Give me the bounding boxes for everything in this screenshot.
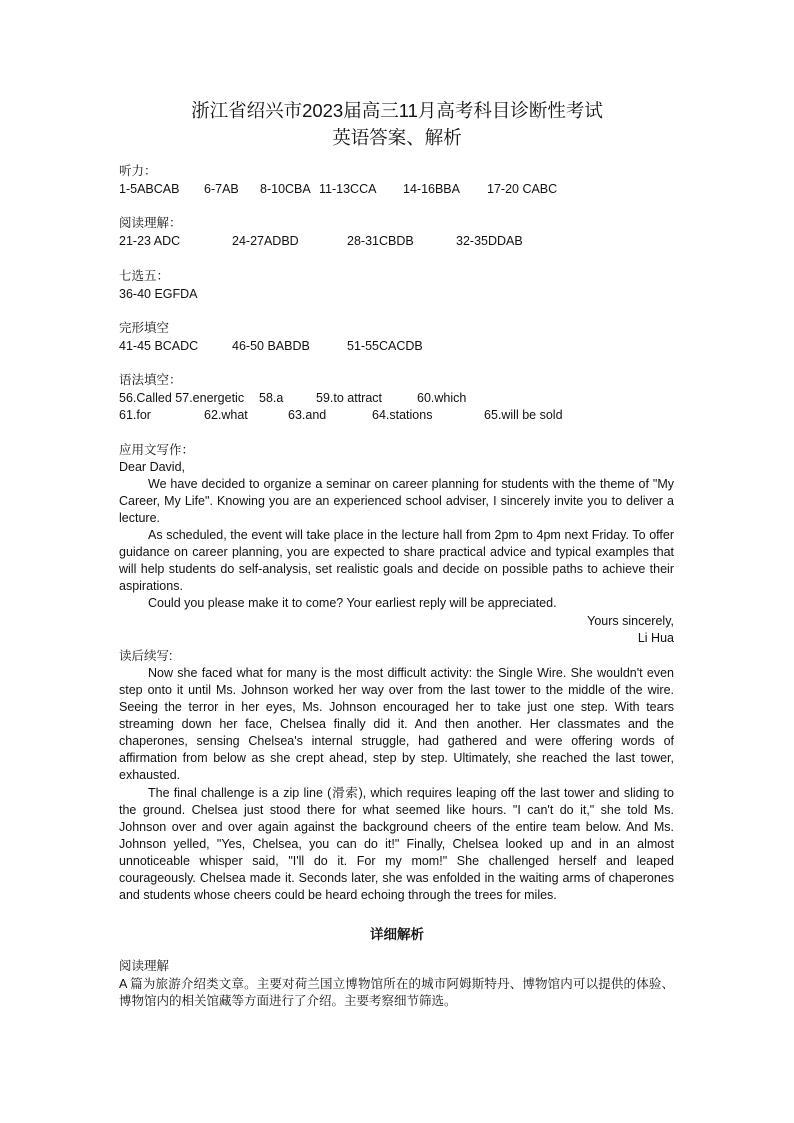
answer-item: 56.Called 57.energetic: [119, 391, 245, 405]
answer-group: 32-35DDAB: [456, 234, 523, 248]
grammar-label: 语法填空：: [119, 373, 182, 387]
answer-item: 63.and: [288, 408, 327, 422]
answer-item: 60.which: [417, 391, 467, 405]
continuation-paragraph: Now she faced what for many is the most difficult activity: the Single Wire. She wouldn't even step onto it until Ms. Johnson worked her way over from the last tower to the middle of the wire. Seeing the terror in her eyes, Ms. Johnson encouraged her to take just one step. With tears streaming down her face, Chelsea finally did it. And then another. Her classmates and the chaperones, sensing Chelsea's internal struggle, had gathered and were offering words of affirmation from below as she crept ahead, step by step. Ultimately, she reached the last tower, exhausted.: [119, 666, 674, 782]
reading-label: 阅读理解：: [119, 216, 182, 230]
answer-group: 36-40 EGFDA: [119, 287, 198, 301]
document-title: 浙江省绍兴市2023届高三11月高考科目诊断性考试: [191, 100, 603, 121]
answer-item: 62.what: [204, 408, 248, 422]
letter-paragraph: As scheduled, the event will take place in the lecture hall from 2pm to 4pm next Friday. To offer guidance on career planning, you are expected to share practical advice and typical examples that will help students do self-analysis, set realistic goals and decide on possible paths to achieve their aspirations.: [119, 528, 674, 593]
answer-group: 6-7AB: [204, 182, 239, 196]
analysis-section-label: 阅读理解: [119, 959, 170, 973]
analysis-heading: 详细解析: [370, 927, 424, 942]
answer-group: 1-5ABCAB: [119, 182, 180, 196]
answer-group: 11-13CCA: [319, 182, 377, 196]
letter-paragraph: Could you please make it to come? Your earliest reply will be appreciated.: [148, 596, 557, 610]
cloze-label: 完形填空: [119, 321, 170, 335]
answer-item: 64.stations: [372, 408, 433, 422]
answer-group: 24-27ADBD: [232, 234, 299, 248]
answer-group: 41-45 BCADC: [119, 339, 199, 353]
answer-item: 65.will be sold: [484, 408, 563, 422]
analysis-text: A 篇为旅游介绍类文章。主要对荷兰国立博物馆所在的城市阿姆斯特丹、博物馆内可以提供的体验、博物馆内的相关馆藏等方面进行了介绍。主要考察细节筛选。: [119, 977, 674, 1008]
answer-item: 59.to attract: [316, 391, 383, 405]
letter-closing: Yours sincerely,: [587, 614, 674, 628]
continuation-paragraph: The final challenge is a zip line (滑索), which requires leaping off the last tower and sliding to the ground. Chelsea just stood there for what seemed like hours. "I can't do it," she told Ms. Johnson over and over again against the background cheers of the entire team below. And Ms. Johnson yelled, "Yes, Chelsea, you can do it!" Finally, Chelsea looked up and in an almost unnoticeable whisper said, "I'll do it. For my mom!" She challenged herself and leaped courageously. Chelsea made it. Seconds later, she was enfolded in the waiting arms of chaperones and students whose cheers could be heard echoing through the trees for miles.: [119, 786, 674, 902]
answer-group: 28-31CBDB: [347, 234, 414, 248]
answer-group: 51-55CACDB: [347, 339, 423, 353]
answer-group: 46-50 BABDB: [232, 339, 310, 353]
letter-greeting: Dear David,: [119, 460, 185, 474]
letter-signature: Li Hua: [637, 631, 674, 645]
letter-paragraph: We have decided to organize a seminar on career planning for students with the theme of "My Career, My Life". Knowing you are an experienced school adviser, I sincerely invite you to deliver a lecture.: [119, 477, 674, 525]
answer-item: 58.a: [259, 391, 284, 405]
answer-group: 8-10CBA: [260, 182, 311, 196]
writing-label: 应用文写作：: [119, 443, 195, 457]
answer-group: 14-16BBA: [403, 182, 460, 196]
answer-group: 21-23 ADC: [119, 234, 181, 248]
seven-five-label: 七选五：: [119, 269, 170, 283]
answer-group: 17-20 CABC: [487, 182, 558, 196]
listening-label: 听力：: [119, 164, 157, 178]
document-subtitle: 英语答案、解析: [332, 127, 462, 148]
continuation-label: 读后续写:: [119, 649, 173, 663]
answer-item: 61.for: [119, 408, 151, 422]
